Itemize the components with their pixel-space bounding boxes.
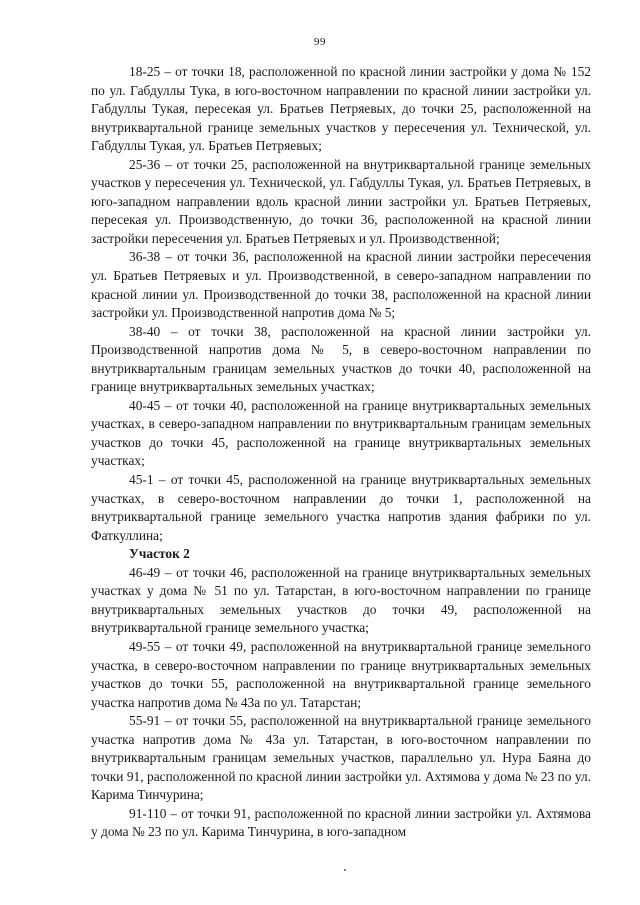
- paragraph-25-36: 25-36 – от точки 25, расположенной на внутриквартальной границе земельных участков у пересечения ул. Технической, ул. Габдуллы Тукая, ул. Братьев Петряевых, в юго-западном направлении вдоль красной линии застройки ул. Братьев Петряевых, пересекая ул. Производственную, до точки 36, расположенной на красной линии застройки пересечения ул. Братьев Петряевых и ул. Производственной;: [91, 156, 591, 246]
- paragraph-46-49: 46-49 – от точки 46, расположенной на границе внутриквартальных земельных участках у дома № 51 по ул. Татарстан, в юго-восточном направлении по границе внутриквартальных земельных участков до точки 49, расположенной на внутриквартальной границе земельного участка;: [91, 564, 591, 636]
- paragraph-38-40: 38-40 – от точки 38, расположенной на красной линии застройки ул. Производственной напротив дома № 5, в северо-восточном направлении по внутриквартальным границам земельных участков до точки 40, расположенной на границе внутриквартальных земельных участках;: [91, 323, 591, 395]
- scan-speck: [344, 869, 346, 871]
- paragraph-45-1: 45-1 – от точки 45, расположенной на границе внутриквартальных земельных участках, в северо-восточном направлении до точки 1, расположенной на внутриквартальной границе земельного участка напротив здания фабрики по ул. Фаткуллина;: [91, 472, 591, 543]
- paragraph-49-55: 49-55 – от точки 49, расположенной на внутриквартальной границе земельного участка, в северо-восточном направлении по границе внутриквартальных земельных участков до точки 55, расположенной на внутриквартальной границе земельного участка напротив дома № 43а по ул. Татарстан;: [91, 638, 591, 710]
- paragraph-18-25: 18-25 – от точки 18, расположенной по красной линии застройки у дома № 152 по ул. Габдуллы Тука, в юго-восточном направлении по красной линии застройки ул. Габдуллы Тукая, пересекая ул. Братьев Петряевых, до точки 25, расположенной на внутриквартальной границе земельных участков у пересечения ул. Технической, ул. Габдуллы Тукая, ул. Братьев Петряевых;: [91, 64, 591, 154]
- paragraph-55-91: 55-91 – от точки 55, расположенной на внутриквартальной границе земельного участка напротив дома № 43а ул. Татарстан, в юго-восточном направлении по внутриквартальным границам земельных участков, параллельно ул. Нура Баяна до точки 91, расположенной по красной линии застройки ул. Ахтямова у дома № 23 по ул. Карима Тинчурина;: [91, 713, 591, 803]
- paragraph-36-38: 36-38 – от точки 36, расположенной на красной линии застройки пересечения ул. Братьев Петряевых и ул. Производственной, в северо-западном направлении по красной линии ул. Производственной до точки 38, расположенной на красной линии застройки ул. Производственной напротив дома № 5;: [91, 249, 591, 321]
- paragraph-91-110: 91-110 – от точки 91, расположенной по красной линии застройки ул. Ахтямова у дома № 23 по ул. Карима Тинчурина, в юго-западном: [91, 805, 591, 840]
- page-number: 99: [314, 36, 326, 48]
- paragraph-40-45: 40-45 – от точки 40, расположенной на границе внутриквартальных земельных участках, в северо-западном направлении по внутриквартальным границам земельных участков до точки 45, расположенной на границе внутриквартальных земельных участках;: [91, 397, 591, 469]
- section-heading-plot-2: Участок 2: [129, 546, 190, 562]
- document-body: [91, 63, 591, 842]
